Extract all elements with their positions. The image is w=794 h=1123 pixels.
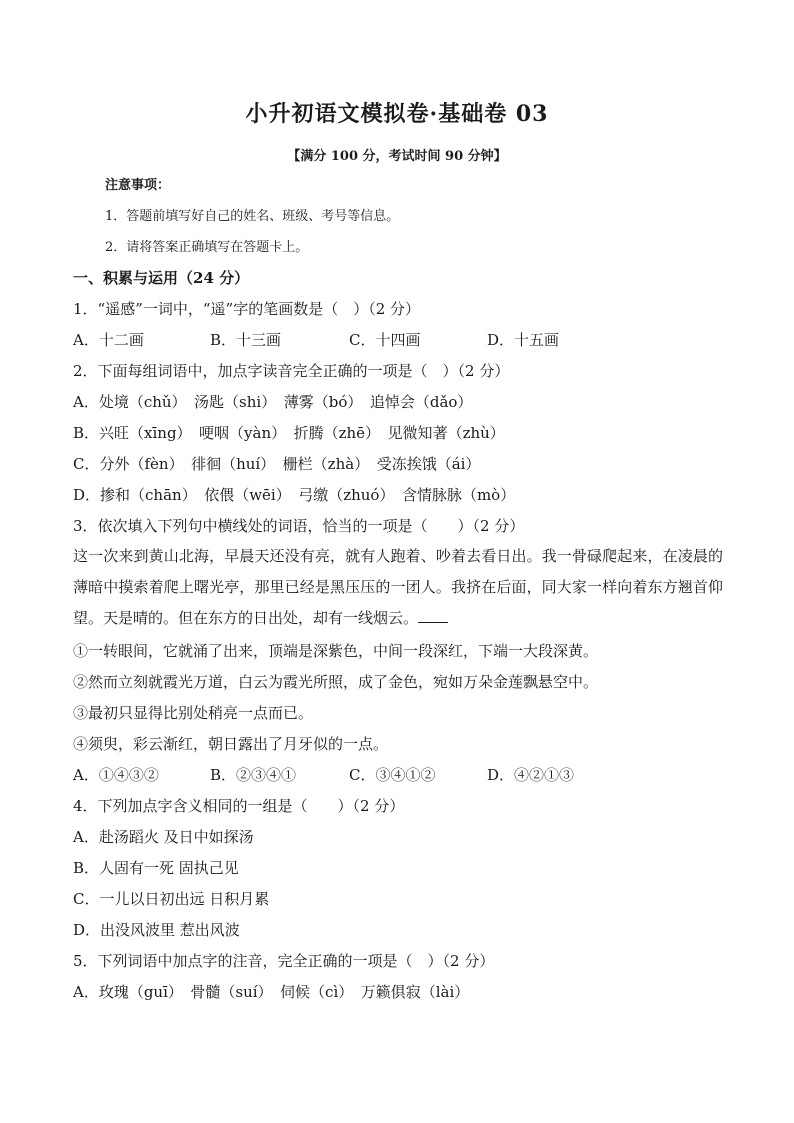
option-d: D．出没风波里 惹出风波 xyxy=(73,921,240,939)
option-b: B．②③④① xyxy=(210,766,297,784)
option-a: A．玫瑰（guī） 骨髓（suí） 伺候（cì） 万籁俱寂（lài） xyxy=(73,983,470,1001)
option-c: C．分外（fèn） 徘徊（huí） 栅栏（zhà） 受冻挨饿（ái） xyxy=(73,455,481,473)
question-stem: 4．下列加点字含义相同的一组是（ ）（2 分） xyxy=(73,797,405,815)
option-a: A．赴汤蹈火 及日中如探汤 xyxy=(73,828,254,846)
option-a: A．①④③② xyxy=(73,766,159,784)
sentence: ③最初只显得比别处稍亮一点而已。 xyxy=(73,704,314,722)
section-heading: 一、积累与运用（24 分） xyxy=(73,269,250,287)
note-item: 2．请将答案正确填写在答题卡上。 xyxy=(105,240,309,255)
question-stem: 2．下面每组词语中，加点字读音完全正确的一项是（ ）（2 分） xyxy=(73,362,510,380)
answer-blank xyxy=(418,608,448,623)
option-c: C．一儿以日初出远 日积月累 xyxy=(73,890,270,908)
option-d: D．十五画 xyxy=(487,331,560,349)
option-c: C．③④①② xyxy=(349,766,436,784)
option-c: C．十四画 xyxy=(349,331,421,349)
option-a: A．处境（chǔ） 汤匙（shi） 薄雾（bó） 追悼会（dǎo） xyxy=(73,393,473,411)
sentence: ②然而立刻就霞光万道，白云为霞光所照，成了金色，宛如万朵金莲飘悬空中。 xyxy=(73,673,599,691)
question-stem: 5．下列词语中加点字的注音，完全正确的一项是（ ）（2 分） xyxy=(73,952,495,970)
option-d: D．掺和（chān） 依偎（wēi） 弓缴（zhuó） 含情脉脉（mò） xyxy=(73,486,516,504)
question-stem: 1．“遥感”一词中，“遥”字的笔画数是（ ）（2 分） xyxy=(73,300,421,318)
sentence: ④须臾，彩云渐红，朝日露出了月牙似的一点。 xyxy=(73,735,389,753)
page-title: 小升初语文模拟卷·基础卷 03 xyxy=(245,101,549,127)
passage-text: 这一次来到黄山北海，早晨天还没有亮，就有人跑着、吵着去看日出。我一骨碌爬起来，在凌晨的薄暗中摸索着爬上曙光亭，那里已经是黑压压的一团人。我挤在后面，同大家一样向着东方翘首仰望。天是晴的。但在东方的日出处，却有一线烟云。 xyxy=(73,547,723,627)
notes-heading: 注意事项： xyxy=(105,178,171,193)
option-b: B．人固有一死 固执己见 xyxy=(73,859,239,877)
option-a: A．十二画 xyxy=(73,331,144,349)
passage xyxy=(73,541,723,634)
option-b: B．十三画 xyxy=(210,331,282,349)
option-d: D．④②①③ xyxy=(487,766,575,784)
question-stem: 3．依次填入下列句中横线处的词语，恰当的一项是（ ）（2 分） xyxy=(73,517,525,535)
exam-info: 【满分 100 分，考试时间 90 分钟】 xyxy=(287,149,507,164)
sentence: ①一转眼间，它就涌了出来，顶端是深紫色，中间一段深红，下端一大段深黄。 xyxy=(73,642,599,660)
option-b: B．兴旺（xīng） 哽咽（yàn） 折腾（zhē） 见微知著（zhù） xyxy=(73,424,505,442)
note-item: 1．答题前填写好自己的姓名、班级、考号等信息。 xyxy=(105,209,400,224)
